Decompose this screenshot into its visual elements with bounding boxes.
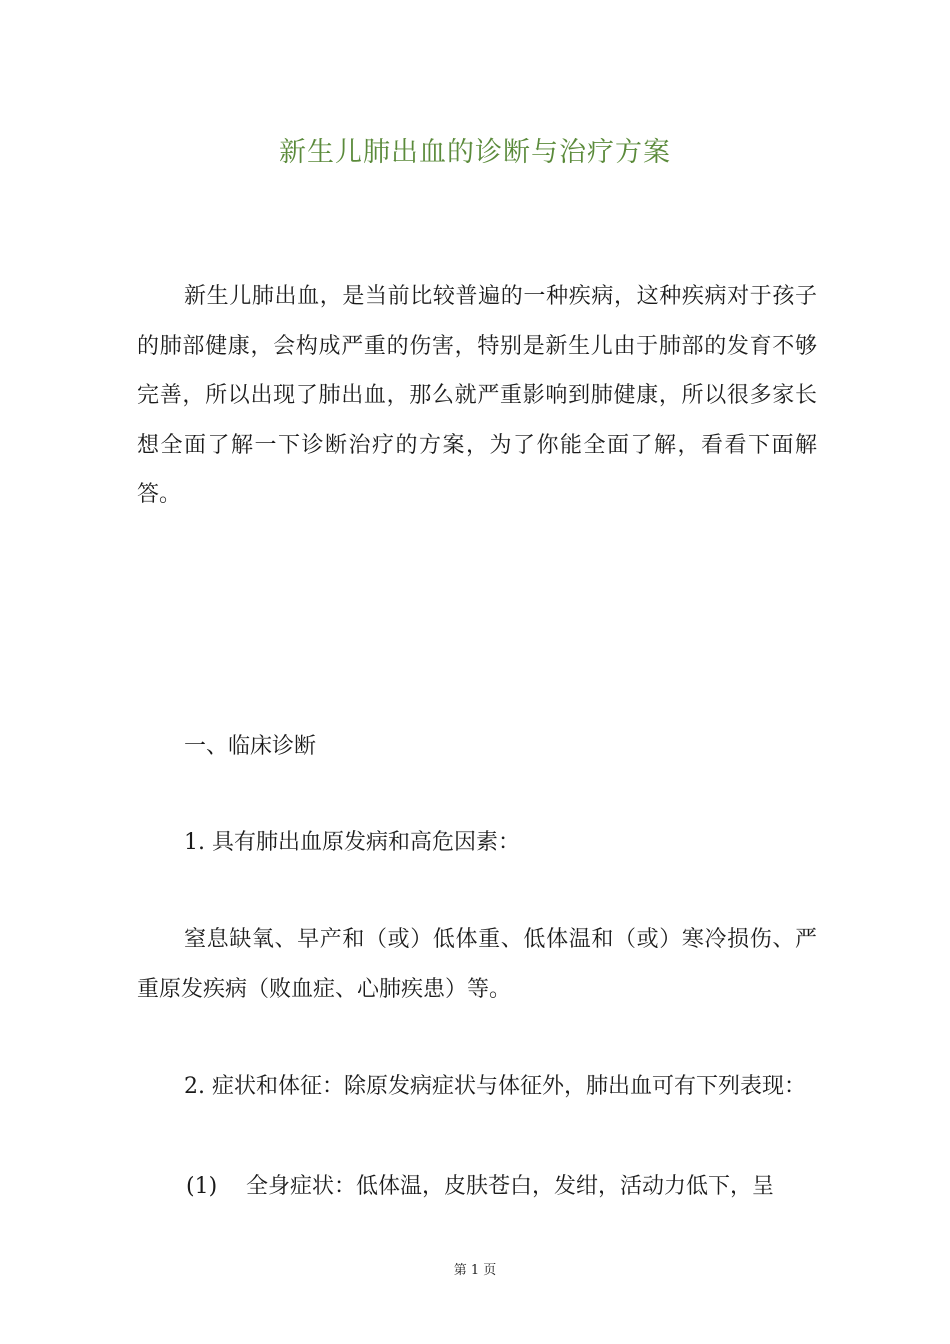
page-footer: 第 1 页	[453, 1263, 497, 1278]
sub-item-1	[186, 1162, 817, 1212]
sub-item-1-text: 全身症状：低体温，皮肤苍白，发绀，活动力低下，呈	[246, 1174, 775, 1199]
intro-paragraph: 新生儿肺出血，是当前比较普遍的一种疾病，这种疾病对于孩子的肺部健康，会构成严重的伤害，特别是新生儿由于肺部的发育不够完善，所以出现了肺出血，那么就严重影响到肺健康，所以很多家长想全面了解一下诊断治疗的方案，为了你能全面了解，看看下面解答。	[137, 284, 817, 507]
section-heading-clinical-diagnosis: 一、临床诊断	[184, 734, 317, 759]
sub-item-1-number: (1)	[186, 1174, 218, 1199]
document-title: 新生儿肺出血的诊断与治疗方案	[279, 137, 671, 168]
item-1-heading: 1. 具有肺出血原发病和高危因素：	[184, 830, 520, 855]
item-2-text: 2. 症状和体征：除原发病症状与体征外，肺出血可有下列表现：	[184, 1074, 806, 1099]
item-1-text: 窒息缺氧、早产和（或）低体重、低体温和（或）寒冷损伤、严重原发疾病（败血症、心肺疾患）等。	[137, 927, 817, 1002]
